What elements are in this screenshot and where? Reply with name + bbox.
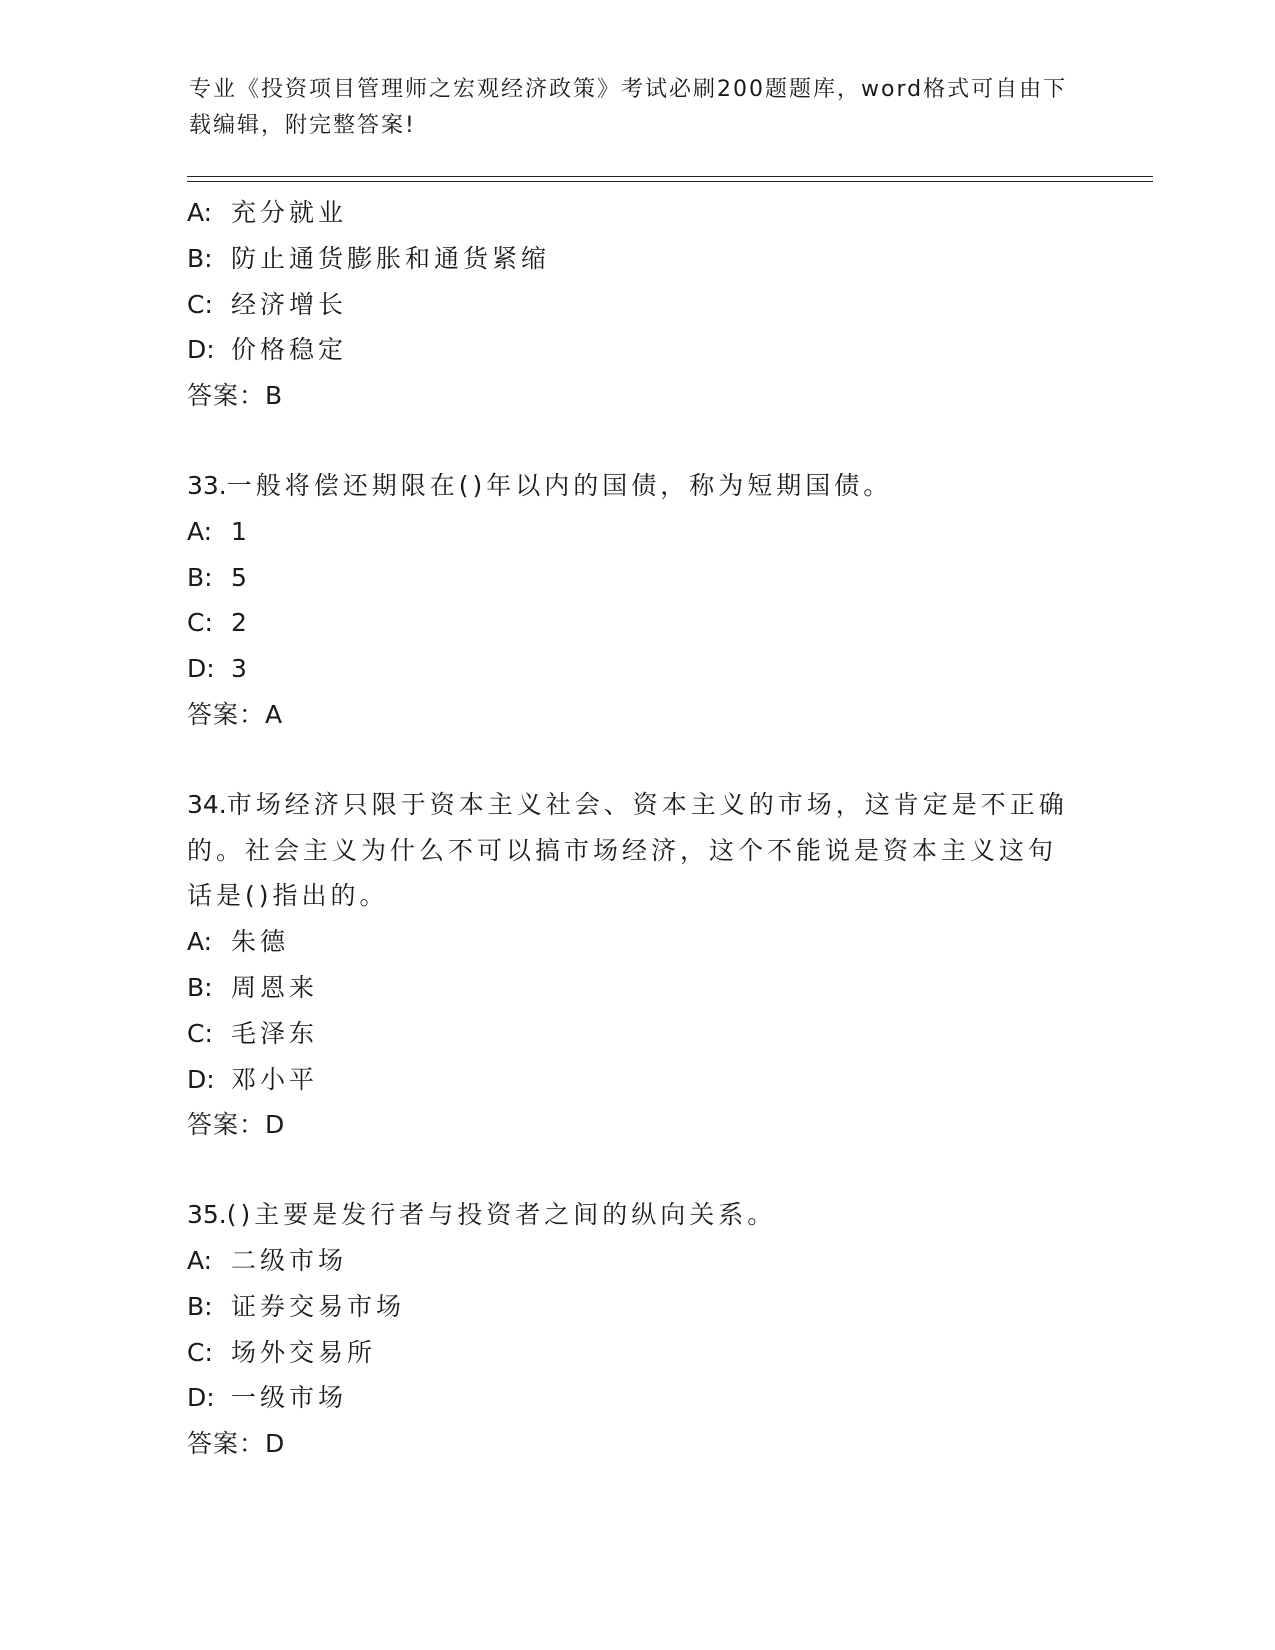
option-text: 周恩来: [231, 972, 319, 1002]
option-text: 价格稳定: [231, 335, 348, 365]
option-b: [187, 965, 1087, 1011]
option-text: 场外交易所: [231, 1337, 377, 1367]
option-text: 朱德: [231, 927, 290, 957]
question-number: 34.: [187, 789, 227, 819]
option-letter: D:: [187, 1064, 215, 1094]
spacer: [187, 738, 1087, 782]
option-text: 一级市场: [231, 1383, 348, 1413]
header-divider-top: [187, 176, 1153, 177]
question-text: [187, 463, 1082, 509]
answer-label: 答案：: [187, 699, 266, 729]
question-body: ()主要是发行者与投资者之间的纵向关系。: [226, 1200, 777, 1230]
option-a: [187, 1238, 1087, 1284]
option-a: [187, 919, 1087, 965]
answer-value: D: [265, 1110, 286, 1140]
option-text: 2: [231, 608, 251, 638]
option-text: 邓小平: [231, 1064, 319, 1094]
option-letter: A:: [187, 516, 213, 546]
option-text: 1: [231, 516, 251, 546]
option-text: 5: [231, 562, 251, 592]
option-text: 防止通货膨胀和通货紧缩: [231, 243, 551, 273]
question-number: 33.: [187, 470, 227, 500]
option-b: [187, 236, 1087, 282]
question-35: [187, 1192, 1087, 1467]
option-letter: B:: [187, 972, 213, 1002]
option-letter: B:: [187, 243, 213, 273]
option-letter: A:: [187, 1245, 213, 1275]
option-text: 经济增长: [231, 289, 348, 319]
question-text: [187, 1192, 1082, 1238]
answer-label: 答案：: [187, 381, 266, 411]
question-body: 市场经济只限于资本主义社会、资本主义的市场，这肯定是不正确的。社会主义为什么不可以搞市场经济，这个不能说是资本主义这句话是()指出的。: [187, 789, 1068, 911]
option-letter: D:: [187, 654, 215, 684]
spacer: [187, 1148, 1087, 1192]
option-letter: B:: [187, 1291, 213, 1321]
answer-line: [187, 692, 1087, 738]
document-header: [189, 72, 1089, 144]
option-c: [187, 1330, 1087, 1376]
option-text: 充分就业: [231, 198, 348, 227]
option-c: [187, 282, 1087, 328]
option-text: 二级市场: [231, 1245, 348, 1275]
answer-line: [187, 1102, 1087, 1148]
header-divider-bottom: [187, 181, 1153, 182]
answer-line: [187, 373, 1087, 419]
question-number: 35.: [187, 1200, 227, 1230]
option-letter: A:: [187, 198, 213, 227]
option-letter: D:: [187, 335, 215, 365]
option-d: [187, 1375, 1087, 1421]
option-d: [187, 1057, 1087, 1103]
option-letter: A:: [187, 927, 213, 957]
option-a: [187, 190, 1087, 236]
answer-value: B: [265, 381, 284, 411]
question-33: [187, 463, 1087, 738]
option-letter: C:: [187, 1337, 213, 1367]
option-letter: C:: [187, 1018, 213, 1048]
option-text: 证券交易市场: [231, 1291, 406, 1321]
question-body: 一般将偿还期限在()年以内的国债，称为短期国债。: [226, 470, 893, 500]
option-b: [187, 1284, 1087, 1330]
option-letter: C:: [187, 289, 213, 319]
answer-label: 答案：: [187, 1110, 266, 1140]
option-text: 3: [231, 654, 251, 684]
question-34: [187, 782, 1087, 1148]
option-d: [187, 327, 1087, 373]
option-a: [187, 509, 1087, 555]
option-b: [187, 555, 1087, 601]
answer-label: 答案：: [187, 1429, 266, 1459]
option-letter: D:: [187, 1383, 215, 1413]
option-letter: B:: [187, 562, 213, 592]
question-text: [187, 782, 1082, 919]
header-text: 专业《投资项目管理师之宏观经济政策》考试必刷200题题库，word格式可自由下载编辑，附完整答案!: [189, 77, 1068, 138]
option-d: [187, 646, 1087, 692]
answer-value: D: [265, 1429, 286, 1459]
question-list: [187, 190, 1087, 1467]
spacer: [187, 419, 1087, 463]
answer-value: A: [265, 699, 284, 729]
option-letter: C:: [187, 608, 213, 638]
answer-line: [187, 1421, 1087, 1467]
option-c: [187, 1011, 1087, 1057]
prev-question-block: [187, 190, 1087, 419]
option-text: 毛泽东: [231, 1018, 319, 1048]
option-c: [187, 600, 1087, 646]
